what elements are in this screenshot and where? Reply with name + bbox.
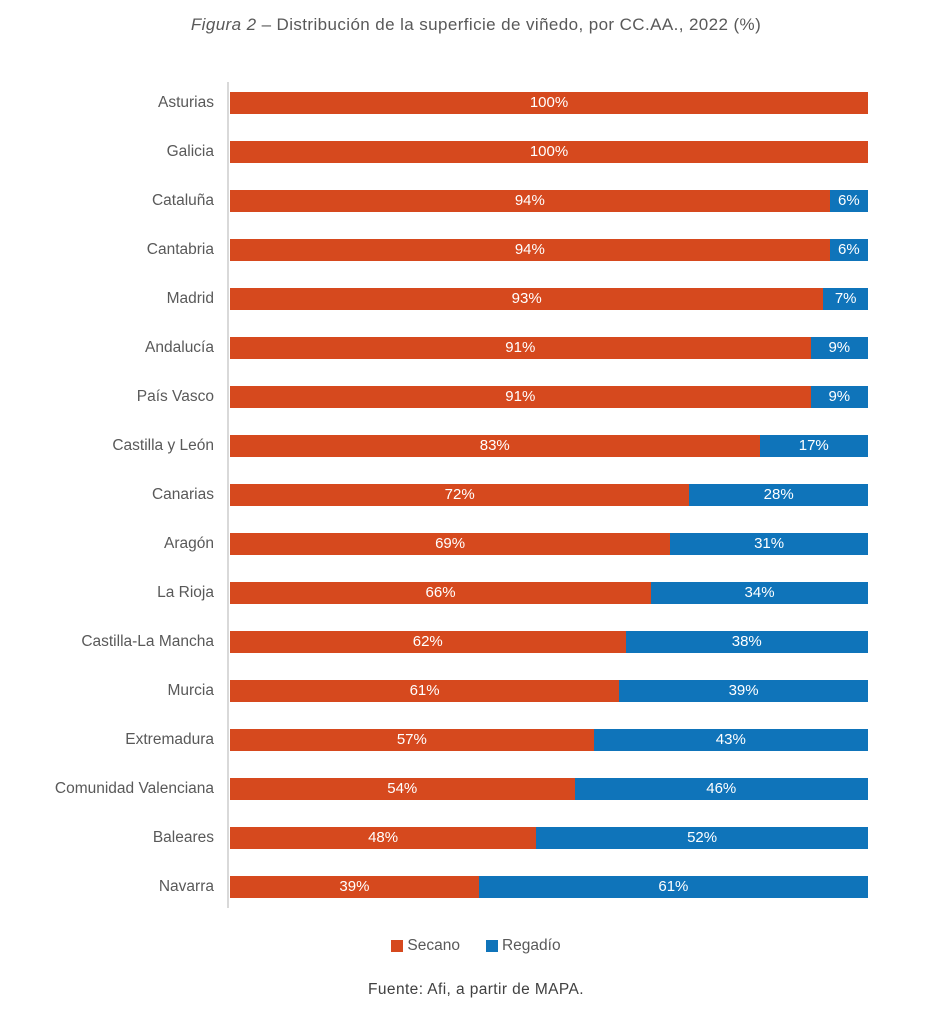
- bar-row: [0, 617, 952, 666]
- bar-value-label: 34%: [744, 584, 775, 601]
- secano-bar-segment: [230, 92, 868, 114]
- bar-track: [230, 778, 868, 800]
- bar-value-label: 39%: [339, 878, 370, 895]
- bar-row: [0, 862, 952, 911]
- secano-bar-segment: [230, 239, 830, 261]
- secano-bar-segment: [230, 778, 575, 800]
- bar-track: [230, 239, 868, 261]
- secano-bar-segment: [230, 386, 811, 408]
- bar-track: [230, 288, 868, 310]
- bar-row: [0, 274, 952, 323]
- legend-label-regadio: Regadío: [501, 937, 561, 954]
- bar-value-label: 17%: [798, 437, 829, 454]
- regadio-bar-segment: [536, 827, 868, 849]
- secano-bar-segment: [230, 631, 626, 653]
- bar-track: [230, 729, 868, 751]
- bar-value-label: 9%: [828, 339, 851, 356]
- bar-value-label: 39%: [728, 682, 759, 699]
- bar-value-label: 48%: [368, 829, 399, 846]
- bar-row: [0, 225, 952, 274]
- category-label: Cataluña: [151, 191, 214, 209]
- bar-value-label: 72%: [444, 486, 475, 503]
- bar-value-label: 100%: [529, 94, 569, 111]
- regadio-bar-segment: [830, 190, 868, 212]
- secano-bar-segment: [230, 533, 670, 555]
- bar-value-label: 6%: [838, 241, 860, 258]
- regadio-bar-segment: [670, 533, 868, 555]
- bar-value-label: 7%: [834, 290, 857, 307]
- bar-value-label: 54%: [387, 780, 418, 797]
- bar-row: [0, 666, 952, 715]
- bar-track: [230, 92, 868, 114]
- bar-value-label: 38%: [731, 633, 762, 650]
- bar-track: [230, 386, 868, 408]
- category-label: Navarra: [158, 877, 214, 895]
- bar-track: [230, 876, 868, 898]
- secano-bar-segment: [230, 582, 651, 604]
- legend: [0, 937, 952, 955]
- secano-bar-segment: [230, 876, 479, 898]
- bar-row: [0, 519, 952, 568]
- bar-value-label: 100%: [529, 143, 569, 160]
- bar-value-label: 6%: [838, 192, 860, 209]
- category-label: Castilla y León: [112, 436, 214, 454]
- category-label: Andalucía: [145, 338, 214, 356]
- secano-bar-segment: [230, 827, 536, 849]
- bar-value-label: 91%: [505, 339, 536, 356]
- bar-row: [0, 813, 952, 862]
- bar-value-label: 61%: [409, 682, 440, 699]
- legend-label-secano: Secano: [407, 937, 460, 954]
- bar-track: [230, 337, 868, 359]
- bar-track: [230, 582, 868, 604]
- category-label: Cantabria: [146, 240, 214, 258]
- plot-rows: [0, 78, 952, 911]
- bar-value-label: 57%: [396, 731, 427, 748]
- chart-title: [0, 0, 952, 36]
- bar-track: [230, 141, 868, 163]
- bar-value-label: 43%: [715, 731, 746, 748]
- bar-value-label: 66%: [425, 584, 456, 601]
- bar-value-label: 61%: [658, 878, 689, 895]
- source-note: Fuente: Afi, a partir de MAPA.: [368, 981, 584, 998]
- category-label: Canarias: [151, 485, 214, 503]
- bar-track: [230, 435, 868, 457]
- bar-track: [230, 190, 868, 212]
- legend-item-regadio: [486, 937, 561, 955]
- bar-value-label: 83%: [479, 437, 510, 454]
- bar-row: [0, 568, 952, 617]
- bar-row: [0, 470, 952, 519]
- category-label: La Rioja: [157, 583, 214, 601]
- y-axis-line: [227, 82, 229, 908]
- category-label: Extremadura: [125, 730, 214, 748]
- category-label: Aragón: [164, 534, 214, 552]
- bar-track: [230, 827, 868, 849]
- chart-title-text: – Distribución de la superficie de viñedo, por CC.AA., 2022 (%): [256, 15, 762, 34]
- regadio-bar-segment: [594, 729, 868, 751]
- bar-row: [0, 127, 952, 176]
- regadio-bar-segment: [811, 386, 868, 408]
- bar-row: [0, 323, 952, 372]
- secano-bar-segment: [230, 337, 811, 359]
- regadio-swatch-icon: [486, 940, 498, 952]
- bar-value-label: 69%: [435, 535, 466, 552]
- bar-value-label: 9%: [828, 388, 851, 405]
- bar-value-label: 28%: [763, 486, 794, 503]
- bar-value-label: 94%: [514, 241, 545, 258]
- regadio-bar-segment: [626, 631, 868, 653]
- secano-bar-segment: [230, 680, 619, 702]
- figure-number-label: Figura 2: [190, 15, 257, 34]
- regadio-bar-segment: [760, 435, 868, 457]
- secano-bar-segment: [230, 288, 823, 310]
- bar-value-label: 93%: [511, 290, 542, 307]
- regadio-bar-segment: [689, 484, 868, 506]
- regadio-bar-segment: [811, 337, 868, 359]
- bar-value-label: 91%: [505, 388, 536, 405]
- bar-value-label: 62%: [412, 633, 443, 650]
- bar-row: [0, 764, 952, 813]
- category-label: Galicia: [166, 142, 214, 160]
- category-label: Murcia: [167, 681, 214, 699]
- secano-bar-segment: [230, 435, 760, 457]
- bar-value-label: 94%: [514, 192, 545, 209]
- bar-row: [0, 421, 952, 470]
- category-label: Asturias: [158, 93, 214, 111]
- regadio-bar-segment: [619, 680, 868, 702]
- category-label: País Vasco: [136, 387, 214, 405]
- category-label: Madrid: [166, 289, 214, 307]
- secano-bar-segment: [230, 729, 594, 751]
- category-label: Castilla-La Mancha: [81, 632, 214, 650]
- bar-row: [0, 715, 952, 764]
- bar-row: [0, 78, 952, 127]
- regadio-bar-segment: [830, 239, 868, 261]
- bar-row: [0, 176, 952, 225]
- secano-swatch-icon: [391, 940, 403, 952]
- bar-value-label: 31%: [754, 535, 785, 552]
- bar-value-label: 52%: [687, 829, 718, 846]
- secano-bar-segment: [230, 141, 868, 163]
- category-label: Baleares: [152, 828, 214, 846]
- regadio-bar-segment: [479, 876, 868, 898]
- stacked-bar-chart: [0, 78, 952, 911]
- bar-track: [230, 631, 868, 653]
- bar-track: [230, 484, 868, 506]
- bar-row: [0, 372, 952, 421]
- regadio-bar-segment: [575, 778, 868, 800]
- category-label: Comunidad Valenciana: [54, 779, 214, 797]
- legend-item-secano: [391, 937, 460, 955]
- secano-bar-segment: [230, 190, 830, 212]
- bar-track: [230, 533, 868, 555]
- bar-value-label: 46%: [706, 780, 737, 797]
- bar-track: [230, 680, 868, 702]
- regadio-bar-segment: [651, 582, 868, 604]
- regadio-bar-segment: [823, 288, 868, 310]
- secano-bar-segment: [230, 484, 689, 506]
